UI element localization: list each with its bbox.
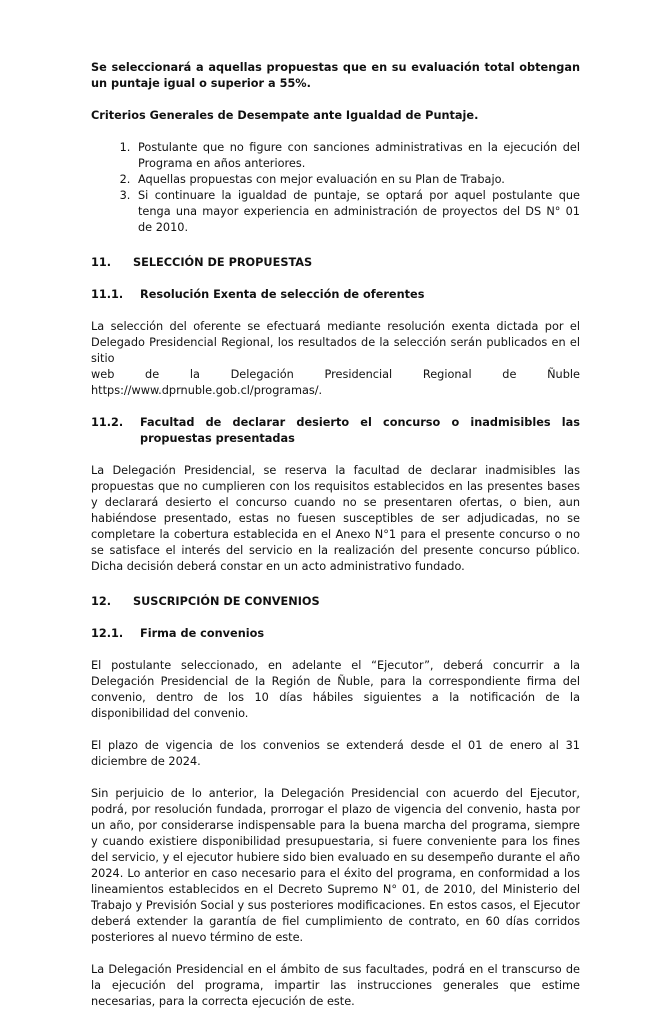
subsection-title: Firma de convenios xyxy=(140,627,265,640)
tiebreak-item: 3. Si continuare la igualdad de puntaje, se optará por aquel postulante que tenga una mayor experiencia en administración de proyectos del DS N° 01 de 2010. xyxy=(134,188,580,236)
subsection-number: 11.1. xyxy=(91,288,124,301)
section-11-heading xyxy=(91,255,580,271)
subsection-11-1-heading xyxy=(91,287,580,303)
section-title: SUSCRIPCIÓN DE CONVENIOS xyxy=(133,595,320,608)
section-12-heading xyxy=(91,594,580,610)
subsection-number: 11.2. xyxy=(91,416,124,429)
paragraph: El postulante seleccionado, en adelante el “Ejecutor”, deberá concurrir a la Delegación Presidencial de la Región de Ñuble, para la correspondiente firma del convenio, dentro de los 10 días hábiles siguientes a la notificación de la disponibilidad del convenio. xyxy=(91,659,580,720)
subsection-12-1-heading xyxy=(91,626,580,642)
subsection-title: Facultad de declarar desierto el concurso o inadmisibles las propuestas presentadas xyxy=(140,416,580,445)
tiebreak-title: Criterios Generales de Desempate ante Igualdad de Puntaje. xyxy=(91,109,479,122)
url-link[interactable]: https://www.dprnuble.gob.cl/programas/. xyxy=(91,384,323,397)
subsection-title: Resolución Exenta de selección de oferentes xyxy=(140,288,425,301)
selection-rule: Se seleccionará a aquellas propuestas que en su evaluación total obtengan un puntaje igual o superior a 55%. xyxy=(91,61,580,90)
tiebreak-item: 1. Postulante que no figure con sanciones administrativas en la ejecución del Programa en años anteriores. xyxy=(134,140,580,172)
paragraph: La Delegación Presidencial, se reserva la facultad de declarar inadmisibles las propuestas que no cumplieren con los requisitos establecidos en las presentes bases y declarará desierto el concurso cuando no se presentaren ofertas, o bien, aun habiéndose presentado, estas no fuesen susceptibles de ser adjudicadas, no se completare la cobertura establecida en el Anexo N°1 para el presente concurso o no se satisface el interés del servicio en la realización del presente concurso público. Dicha decisión deberá constar en un acto administrativo fundado. xyxy=(91,464,580,573)
subsection-number: 12.1. xyxy=(91,627,124,640)
web-line: web de la Delegación Presidencial Regional de Ñuble xyxy=(91,368,580,381)
tiebreak-item: 2. Aquellas propuestas con mejor evaluación en su Plan de Trabajo. xyxy=(134,172,580,188)
tiebreak-list xyxy=(91,140,580,236)
paragraph: La selección del oferente se efectuará mediante resolución exenta dictada por el Delegado Presidencial Regional, los resultados de la selección serán publicados en el sitio xyxy=(91,320,580,365)
section-number: 11. xyxy=(91,256,112,269)
paragraph: Sin perjuicio de lo anterior, la Delegación Presidencial con acuerdo del Ejecutor, podrá, por resolución fundada, prorrogar el plazo de vigencia del convenio, hasta por un año, por considerarse indispensable para la buena marcha del programa, siempre y cuando existiere disponibilidad presupuestaria, si fuere conveniente para los fines del servicio, y el ejecutor hubiere sido bien evaluado en su desempeño durante el año 2024. Lo anterior en caso necesario para el éxito del programa, en conformidad a los lineamientos establecidos en el Decreto Supremo N° 01, de 2010, del Ministerio del Trabajo y Previsión Social y sus posteriores modificaciones. En estos casos, el Ejecutor deberá extender la garantía de fiel cumplimiento de contrato, en 60 días corridos posteriores al nuevo término de este. xyxy=(91,787,581,944)
section-number: 12. xyxy=(91,595,112,608)
paragraph: La Delegación Presidencial en el ámbito de sus facultades, podrá en el transcurso de la ejecución del programa, impartir las instrucciones generales que estime necesarias, para la correcta ejecución de este. xyxy=(91,963,580,1008)
paragraph: El plazo de vigencia de los convenios se extenderá desde el 01 de enero al 31 diciembre de 2024. xyxy=(91,739,580,768)
subsection-11-2-heading xyxy=(91,415,580,447)
section-title: SELECCIÓN DE PROPUESTAS xyxy=(133,256,313,269)
